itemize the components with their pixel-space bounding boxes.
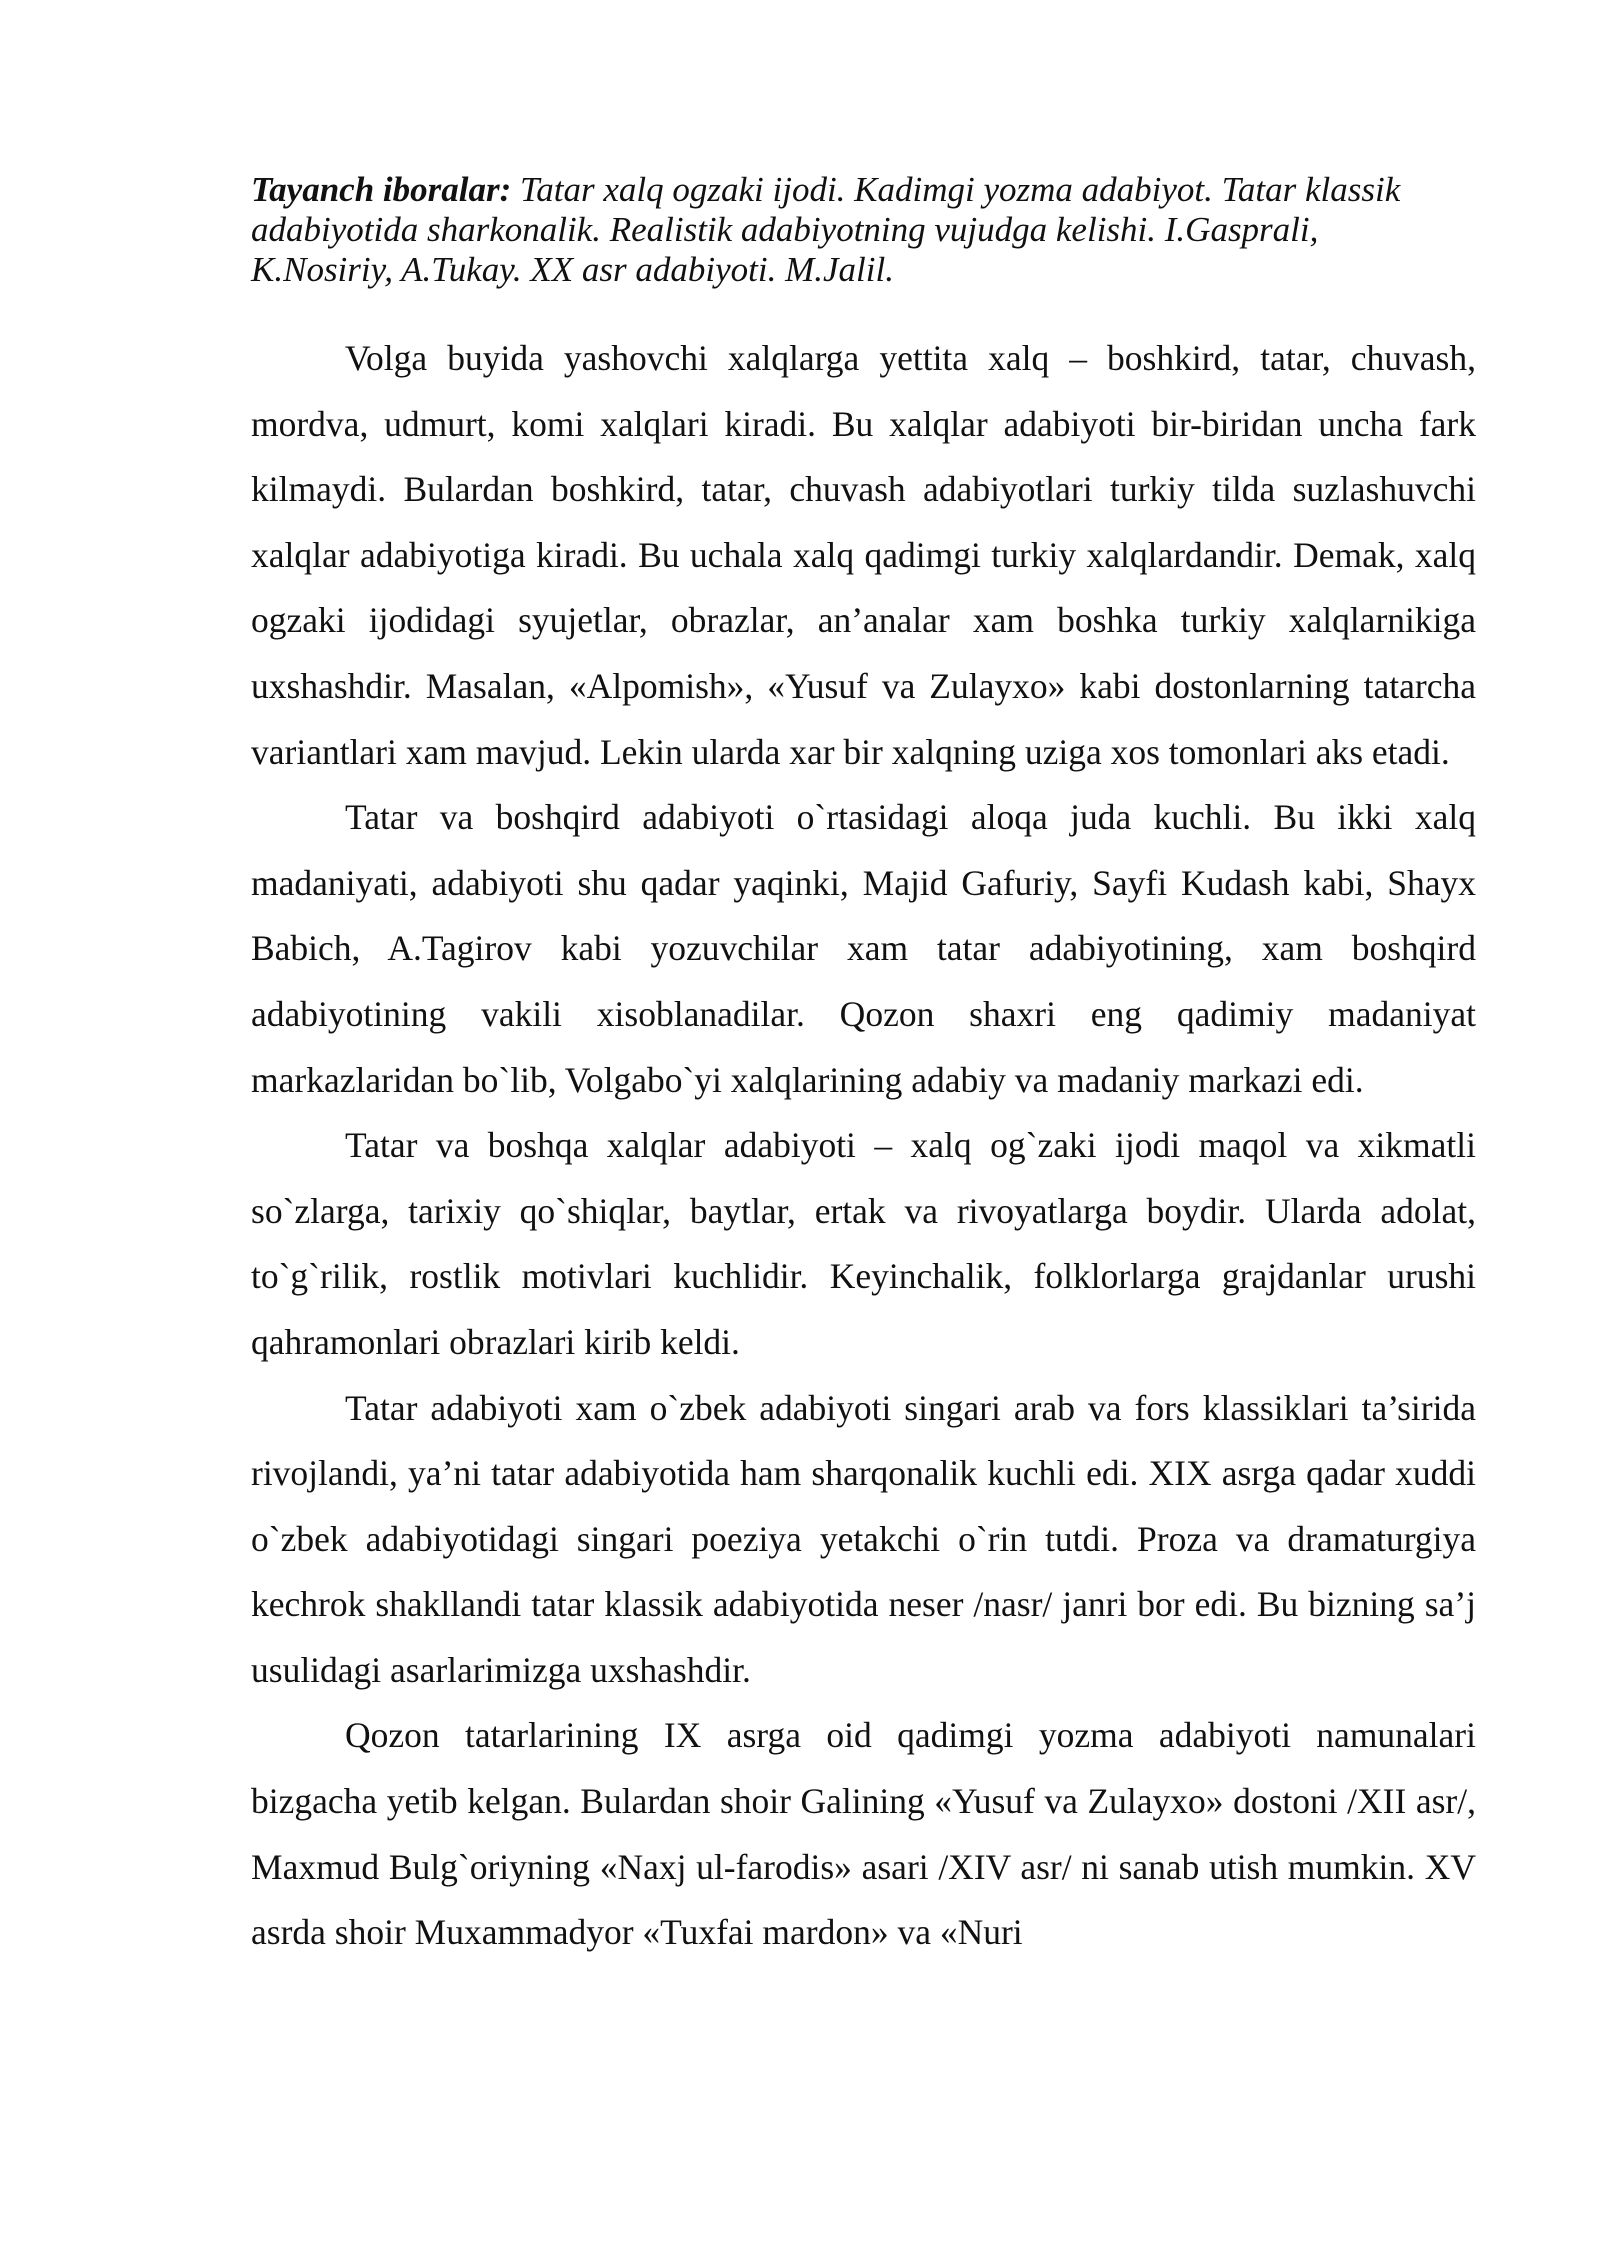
- keywords-text: Tatar xalq ogzaki ijodi. Kadimgi yozma adabiyot. Tatar klassik adabiyotida sharkonalik. Realistik adabiyotning vujudga kelishi. I.Gasprali, K.Nosiriy, A.Tukay. XX asr adabiyoti. M.Jalil.: [251, 170, 1401, 289]
- paragraph: Tatar va boshqa xalqlar adabiyoti – xalq og`zaki ijodi maqol va xikmatli so`zlarga, tarixiy qo`shiqlar, baytlar, ertak va rivoyatlarga boydir. Ularda adolat, to`g`rilik, rostlik motivlari kuchlidir. Keyinchalik, folklorlarga grajdanlar urushi qahramonlari obrazlari kirib keldi.: [251, 1125, 1476, 1362]
- document-page: [251, 170, 1476, 1966]
- keywords-block: [251, 170, 1411, 290]
- paragraph: Qozon tatarlarining IX asrga oid qadimgi yozma adabiyoti namunalari bizgacha yetib kelgan. Bulardan shoir Galining «Yusuf va Zulayxo» dostoni /XII asr/, Maxmud Bulg`oriyning «Naxj ul-farodis» asari /XIV asr/ ni sanab utish mumkin. XV asrda shoir Muxammadyor «Tuxfai mardon» va «Nuri: [251, 1715, 1476, 1953]
- paragraph: Volga buyida yashovchi xalqlarga yettita xalq – boshkird, tatar, chuvash, mordva, udmurt, komi xalqlari kiradi. Bu xalqlar adabiyoti bir-biridan uncha fark kilmaydi. Bulardan boshkird, tatar, chuvash adabiyotlari turkiy tilda suzlashuvchi xalqlar adabiyotiga kiradi. Bu uchala xalq qadimgi turkiy xalqlardandir. Demak, xalq ogzaki ijodidagi syujetlar, obrazlar, an’analar xam boshka turkiy xalqlarnikiga uxshashdir. Masalan, «Alpomish», «Yusuf va Zulayxo» kabi dostonlarning tatarcha variantlari xam mavjud. Lekin ularda xar bir xalqning uziga xos tomonlari aks etadi.: [251, 338, 1476, 772]
- paragraph: Tatar adabiyoti xam o`zbek adabiyoti singari arab va fors klassiklari ta’sirida rivojlandi, ya’ni tatar adabiyotida ham sharqonalik kuchli edi. XIX asrga qadar xuddi o`zbek adabiyotidagi singari poeziya yetakchi o`rin tutdi. Proza va dramaturgiya kechrok shakllandi tatar klassik adabiyotida neser /nasr/ janri bor edi. Bu bizning sa’j usulidagi asarlarimizga uxshashdir.: [251, 1387, 1476, 1690]
- paragraph: Tatar va boshqird adabiyoti o`rtasidagi aloqa juda kuchli. Bu ikki xalq madaniyati, adabiyoti shu qadar yaqinki, Majid Gafuriy, Sayfi Kudash kabi, Shayx Babich, A.Tagirov kabi yozuvchilar xam tatar adabiyotining, xam boshqird adabiyotining vakili xisoblanadilar. Qozon shaxri eng qadimiy madaniyat markazlaridan bo`lib, Volgabo`yi xalqlarining adabiy va madaniy markazi edi.: [251, 797, 1476, 1100]
- body-text: [251, 326, 1476, 1966]
- keywords-label: Tayanch iboralar:: [251, 170, 512, 209]
